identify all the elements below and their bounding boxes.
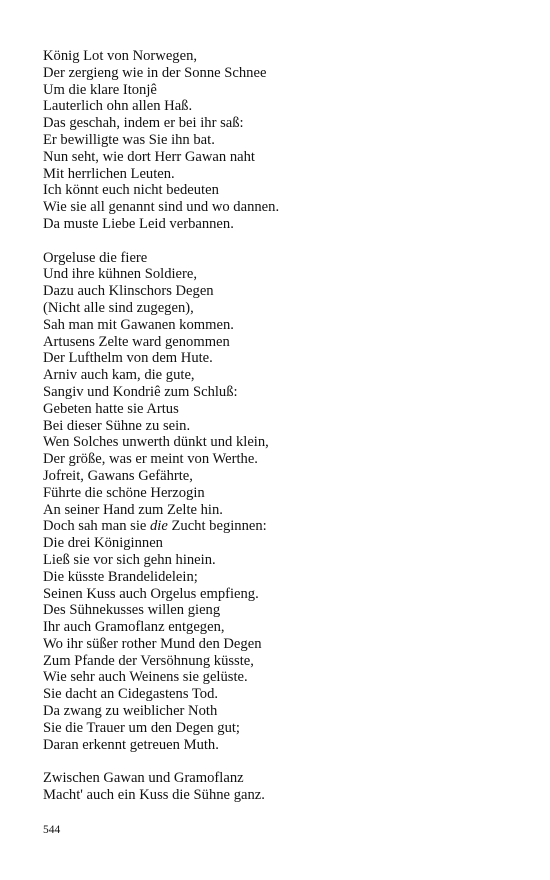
stanza: [43, 250, 513, 754]
verse-line: An seiner Hand zum Zelte hin.: [43, 501, 223, 518]
verse-line: Macht' auch ein Kuss die Sühne ganz.: [43, 787, 265, 804]
page-number: 544: [43, 824, 61, 836]
verse-line: Und ihre kühnen Soldiere,: [43, 266, 198, 283]
verse-line: Das geschah, indem er bei ihr saß:: [43, 115, 244, 132]
verse-line: Des Sühnekusses willen gieng: [43, 602, 221, 619]
verse-line: Die drei Königinnen: [43, 535, 163, 552]
emphasized-word: die: [150, 518, 168, 535]
verse-line: Sah man mit Gawanen kommen.: [43, 316, 234, 333]
verse-line: Der größe, was er meint von Werthe.: [43, 451, 258, 468]
verse-line: Orgeluse die fiere: [43, 249, 148, 266]
verse-line: [43, 518, 513, 535]
verse-line: Ich könnt euch nicht bedeuten: [43, 182, 219, 199]
verse-line: Bei dieser Sühne zu sein.: [43, 417, 191, 434]
verse-line: Wen Solches unwerth dünkt und klein,: [43, 434, 269, 451]
verse-line: Zwischen Gawan und Gramoflanz: [43, 770, 244, 787]
verse-line: Der zergieng wie in der Sonne Schnee: [43, 64, 267, 81]
stanza: [43, 770, 513, 804]
verse-line: Wie sie all genannt sind und wo dannen.: [43, 199, 280, 216]
verse-line: Da zwang zu weiblicher Noth: [43, 703, 218, 720]
verse-line: (Nicht alle sind zugegen),: [43, 299, 194, 316]
verse-text: Zucht beginnen:: [167, 518, 267, 535]
poem-text: [43, 48, 513, 804]
verse-line: Jofreit, Gawans Gefährte,: [43, 467, 193, 484]
verse-line: Führte die schöne Herzogin: [43, 484, 205, 501]
verse-line: Er bewilligte was Sie ihn bat.: [43, 131, 215, 148]
verse-line: Um die klare Itonjê: [43, 81, 157, 98]
verse-line: Ließ sie vor sich gehn hinein.: [43, 551, 216, 568]
verse-line: Zum Pfande der Versöhnung küsste,: [43, 652, 254, 669]
verse-text: Doch sah man sie: [43, 518, 150, 535]
verse-line: Der Lufthelm von dem Hute.: [43, 350, 213, 367]
verse-line: Gebeten hatte sie Artus: [43, 400, 179, 417]
stanza: [43, 48, 513, 233]
verse-line: Daran erkennt getreuen Muth.: [43, 736, 219, 753]
verse-line: Lauterlich ohn allen Haß.: [43, 98, 193, 115]
verse-line: König Lot von Norwegen,: [43, 48, 198, 64]
verse-line: Seinen Kuss auch Orgelus empfieng.: [43, 585, 259, 602]
verse-line: Sangiv und Kondriê zum Schluß:: [43, 383, 238, 400]
verse-line: Dazu auch Klinschors Degen: [43, 283, 214, 300]
verse-line: Sie die Trauer um den Degen gut;: [43, 719, 240, 736]
verse-line: Sie dacht an Cidegastens Tod.: [43, 686, 219, 703]
verse-line: Artusens Zelte ward genommen: [43, 333, 230, 350]
verse-line: Wo ihr süßer rother Mund den Degen: [43, 635, 262, 652]
verse-line: Ihr auch Gramoflanz entgegen,: [43, 619, 225, 636]
verse-line: Nun seht, wie dort Herr Gawan naht: [43, 148, 255, 165]
verse-line: Mit herrlichen Leuten.: [43, 165, 175, 182]
verse-line: Da muste Liebe Leid verbannen.: [43, 215, 234, 232]
verse-line: Arniv auch kam, die gute,: [43, 367, 195, 384]
verse-line: Wie sehr auch Weinens sie gelüste.: [43, 669, 248, 686]
verse-line: Die küsste Brandelidelein;: [43, 568, 198, 585]
